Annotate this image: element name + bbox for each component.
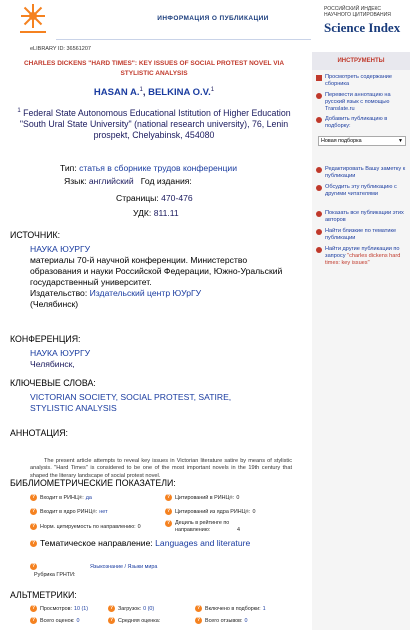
alt-downloads — [108, 605, 154, 612]
elibrary-logo-icon[interactable] — [18, 4, 48, 36]
science-index-logo[interactable]: Science Index — [324, 20, 401, 35]
metric-decile — [165, 520, 295, 534]
metric-label: Дециль в рейтинге по направлению: — [175, 520, 230, 533]
science-index-caption — [324, 6, 412, 18]
author-link[interactable]: HASAN A. — [93, 87, 140, 99]
reg-mark: ® — [229, 495, 233, 500]
tool-label: Показать все публикации этих авторов — [325, 210, 404, 223]
help-icon[interactable]: ? — [166, 508, 171, 514]
metric-value: нет — [99, 508, 108, 515]
search-icon — [316, 229, 322, 235]
language-label: Язык: — [64, 176, 87, 186]
keywords-heading: КЛЮЧЕВЫЕ СЛОВА: — [10, 378, 96, 388]
tool-add-to-collection[interactable] — [316, 116, 408, 130]
tools-title: ИНСТРУМЕНТЫ — [312, 52, 410, 70]
help-icon[interactable]: ? — [31, 494, 36, 500]
alt-label: Загрузок: — [118, 605, 142, 612]
alt-value[interactable]: 0 (0) — [143, 605, 155, 612]
publisher-city: (Челябинск) — [30, 299, 79, 309]
tool-label: Перевести аннотацию на русский язык с помощью Translate.ru — [325, 92, 391, 112]
help-icon[interactable]: ? — [31, 523, 36, 529]
help-icon[interactable]: ? — [31, 563, 36, 569]
source-description: материалы 70-й научной конференции. Министерство образования и науки Российской Федерации, Южно-Уральский государственный университет. — [30, 255, 283, 287]
tool-similar[interactable] — [316, 228, 408, 242]
reg-mark: ® — [78, 495, 83, 500]
help-icon[interactable]: ? — [31, 508, 36, 514]
author-affil-sup: 1 — [139, 87, 143, 93]
si-caption-line2: НАУЧНОГО ЦИТИРОВАНИЯ — [324, 12, 391, 18]
help-icon[interactable]: ? — [31, 605, 36, 611]
page-title: ИНФОРМАЦИЯ О ПУБЛИКАЦИИ — [157, 15, 269, 22]
alt-value[interactable]: 0 — [76, 617, 80, 624]
udk-value: 811.11 — [153, 208, 179, 218]
discuss-icon — [316, 185, 322, 191]
pages-value: 470-476 — [161, 193, 193, 203]
metric-value: 4 — [237, 527, 240, 533]
type-value[interactable]: статья в сборнике трудов конференции — [79, 163, 238, 173]
thematic-link[interactable]: Languages and literature — [155, 538, 251, 548]
note-icon — [316, 167, 322, 173]
tool-author-pubs[interactable] — [316, 210, 408, 224]
publication-info — [0, 42, 304, 630]
reg-mark: ® — [92, 509, 96, 514]
pages-row — [116, 193, 193, 204]
alt-collections — [195, 605, 266, 612]
affiliation-text: Federal State Autonomous Educational Istitution of Higher Education "South Ural State University" (national research university), 76, Lenin prospekt, Chelyabinsk, 454080 — [19, 107, 291, 140]
author-link[interactable]: BELKINA O.V. — [148, 87, 211, 99]
metric-cit-core: ? Цитирований из ядра РИНЦ ® : 0 — [166, 508, 256, 515]
metric-label: Цитирований из ядра РИНЦ — [175, 508, 246, 515]
alt-value[interactable]: 10 (1) — [73, 605, 89, 612]
alt-label: Включено в подборки: — [205, 605, 261, 612]
tool-label: Редактировать Вашу заметку к публикации — [325, 166, 406, 179]
rubric-label: Рубрика ГРНТИ: — [34, 572, 76, 578]
help-icon[interactable]: ? — [31, 617, 36, 623]
author-affil-sup: 1 — [210, 87, 215, 93]
keywords-line[interactable]: STYLISTIC ANALYSIS — [30, 403, 117, 413]
alt-views — [30, 605, 88, 612]
source-block — [30, 244, 285, 310]
publisher-row — [30, 288, 285, 299]
query-text: "charles dickens hard times: key issues" — [325, 253, 401, 266]
metric-value: 0 — [236, 494, 240, 501]
conference-link[interactable]: НАУКА ЮУРГУ — [30, 348, 91, 358]
tool-find-by-query[interactable] — [316, 246, 408, 267]
translate-icon — [316, 93, 322, 99]
udk-row — [133, 208, 179, 219]
alt-label: Средняя оценка: — [118, 617, 161, 624]
metric-label: Входит в РИНЦ — [40, 494, 79, 501]
udk-label: УДК: — [133, 208, 152, 218]
altmetrics-heading: АЛЬТМЕТРИКИ: — [10, 590, 77, 600]
tool-label: Обсудить эту публикацию с другими читателями — [325, 184, 397, 197]
authors-icon — [316, 211, 322, 217]
metric-label: Цитирований в РИНЦ — [175, 494, 230, 501]
tool-discuss[interactable] — [316, 184, 408, 198]
si-caption-line1: РОССИЙСКИЙ ИНДЕКС — [324, 6, 382, 12]
abstract-text: The present article attempts to reveal key issues in Victorian literature satire by means of stylistic analysis. "Hard Times" is considered to be one of the most important novels in the 19th century that shaped the literary landscape of social protest novel. — [30, 458, 292, 479]
conference-heading: КОНФЕРЕНЦИЯ: — [10, 334, 81, 344]
language-row — [64, 176, 192, 187]
year-label: Год издания: — [140, 176, 192, 186]
help-icon[interactable]: ? — [109, 605, 114, 611]
alt-value[interactable]: 1 — [262, 605, 266, 612]
metric-core-in: ? Входит в ядро РИНЦ ® : нет — [31, 508, 108, 515]
collection-select-value: Новая подборка — [321, 138, 362, 144]
tool-label: Найти близкие по тематике публикации — [325, 228, 397, 241]
help-icon[interactable]: ? — [166, 494, 171, 500]
tool-label: Найти другие публикации по запросу — [325, 246, 400, 259]
metric-label: Норм. цитируемость по направлению: — [40, 523, 136, 530]
pub-type-row — [60, 163, 237, 174]
publication-title: CHARLES DICKENS "HARD TIMES": KEY ISSUES OF SOCIAL PROTEST NOVEL VIA STYLISTIC ANALYSIS — [23, 60, 285, 77]
tool-label: Просмотреть содержание сборника — [325, 74, 393, 87]
help-icon[interactable]: ? — [196, 617, 201, 623]
elibrary-id: eLIBRARY ID: 36561207 — [30, 46, 91, 52]
help-icon[interactable]: ? — [109, 617, 114, 623]
collection-select[interactable] — [318, 136, 406, 146]
metric-label: Входит в ядро РИНЦ — [40, 508, 93, 515]
search-icon — [316, 247, 322, 253]
reg-mark: ® — [245, 509, 249, 514]
alt-label: Всего оценок: — [40, 617, 75, 624]
tool-view-contents[interactable] — [316, 74, 408, 88]
alt-label: Просмотров: — [40, 605, 72, 612]
type-label: Тип: — [60, 163, 77, 173]
rubric-row — [30, 563, 157, 570]
thematic-label: Тематическое направление: — [40, 538, 153, 548]
alt-value[interactable]: 0 — [244, 617, 248, 624]
alt-avg — [108, 617, 160, 624]
thematic-row — [30, 538, 270, 549]
affil-sup: 1 — [17, 108, 21, 114]
tool-label: Добавить публикацию в подборку: — [325, 116, 388, 129]
metric-cit-rinc: ? Цитирований в РИНЦ ® : 0 — [166, 494, 240, 501]
pages-label: Страницы: — [116, 193, 159, 203]
metric-value: 0 — [137, 523, 141, 530]
chevron-down-icon: ▼ — [398, 138, 403, 144]
affiliation — [16, 106, 292, 141]
publisher-link[interactable]: Издательский центр ЮУрГУ — [89, 288, 202, 298]
alt-reviews — [195, 617, 248, 624]
contents-icon — [316, 75, 322, 81]
language-value: английский — [88, 176, 134, 186]
tools-sidebar — [312, 52, 410, 630]
conference-block — [30, 348, 90, 370]
annotation-heading: АННОТАЦИЯ: — [10, 428, 68, 438]
help-icon[interactable]: ? — [166, 520, 171, 526]
metric-norm-cit — [30, 523, 141, 530]
metric-value: 0 — [252, 508, 256, 515]
alt-ratings — [30, 617, 80, 624]
rubric-link[interactable]: Языкознание / Языки мира — [90, 563, 158, 570]
keywords-line[interactable]: VICTORIAN SOCIETY, SOCIAL PROTEST, SATIRE, — [30, 392, 232, 402]
thematic-text — [40, 538, 250, 549]
header — [0, 0, 414, 42]
conference-city: Челябинск, — [30, 359, 75, 369]
alt-label: Всего отзывов: — [205, 617, 243, 624]
source-heading: ИСТОЧНИК: — [10, 230, 61, 240]
biblio-heading: БИБЛИОМЕТРИЧЕСКИЕ ПОКАЗАТЕЛИ: — [10, 478, 176, 488]
publisher-label: Издательство: — [30, 288, 88, 298]
authors: HASAN A.$^1$, BELKINA O.V.$^1$ — [93, 87, 215, 99]
tool-edit-note[interactable] — [316, 166, 408, 180]
metric-rinc-in: ? Входит в РИНЦ ® : да — [31, 494, 92, 501]
tool-translate[interactable] — [316, 92, 408, 113]
keywords-block — [30, 392, 231, 414]
add-icon — [316, 117, 322, 123]
tool-label-wrap — [325, 246, 408, 267]
help-icon[interactable]: ? — [196, 605, 201, 611]
source-link[interactable]: НАУКА ЮУРГУ — [30, 244, 91, 254]
help-icon[interactable]: ? — [31, 540, 36, 546]
metric-value: да — [85, 494, 92, 501]
